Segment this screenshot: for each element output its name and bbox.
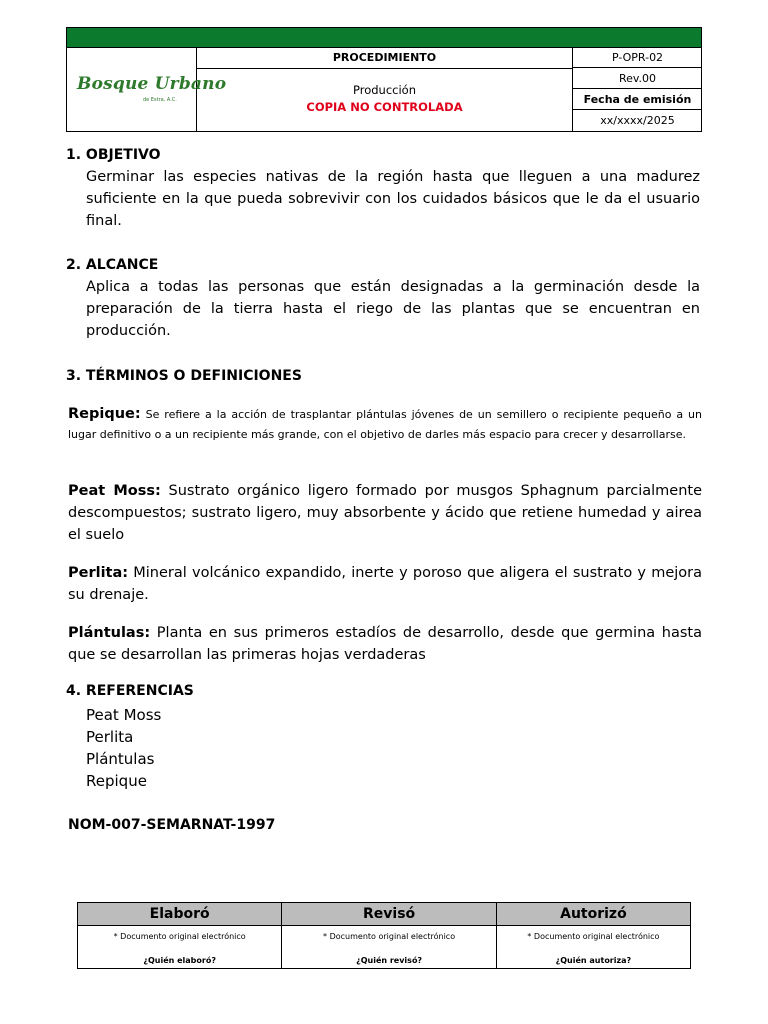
emission-date: xx/xxxx/2025 [600,114,675,127]
definition-text: Sustrato orgánico ligero formado por musgos Sphagnum parcialmente descompuestos; sustrato ligero, muy absorbente y ácido que retiene humedad y airea el suelo [68,483,702,543]
reference-list [86,704,161,792]
logo [67,47,227,132]
definition-text: Se refiere a la acción de trasplantar plántulas jóvenes de un semillero o recipiente pequeño a un lugar definitivo o a un recipiente más grande, con el objetivo de darles más espacio para crecer y desarrollarse. [68,408,702,441]
section-heading-terminos: 3. TÉRMINOS O DEFINICIONES [66,368,302,384]
signature-column-autorizo [497,903,690,968]
signature-note: * Documento original electrónico [527,932,660,941]
objetivo-text: Germinar las especies nativas de la región hasta que lleguen a una madurez suficiente en la que pueda sobrevivir con los cuidados básicos que le da el usuario final. [86,169,700,229]
signature-table [77,902,691,969]
signature-header: Revisó [282,903,496,926]
section-heading-referencias: 4. REFERENCIAS [66,683,194,699]
emission-label: Fecha de emisión [573,89,702,110]
definition-term: Plántulas: [68,625,151,641]
alcance-text: Aplica a todas las personas que están designadas a la germinación desde la preparación de la tierra hasta el riego de las plantas que se encuentran en producción. [86,279,700,339]
header-green-bar [67,28,701,48]
definition-text: Mineral volcánico expandido, inerte y poroso que aligera el sustrato y mejora su drenaje. [68,565,702,603]
header-center [197,47,573,132]
definition-perlita [68,562,702,606]
logo-name: Bosque Urbano [77,74,227,94]
doc-code: P-OPR-02 [573,47,702,68]
signature-note: * Documento original electrónico [113,932,246,941]
definition-repique [68,404,702,445]
definition-text: Planta en sus primeros estadíos de desarrollo, desde que germina hasta que se desarrollan las primeras hojas verdaderas [68,625,702,663]
norm-reference: NOM-007-SEMARNAT-1997 [68,817,276,833]
signature-header: Autorizó [497,903,690,926]
doc-area: Producción [353,83,416,97]
signature-who: ¿Quién elaboró? [143,956,216,965]
doc-revision: Rev.00 [573,68,702,89]
definition-peat-moss [68,480,702,546]
signature-who: ¿Quién autoriza? [555,956,632,965]
copy-notice: COPIA NO CONTROLADA [306,100,463,114]
reference-item: Repique [86,772,147,790]
signature-who: ¿Quién revisó? [356,956,423,965]
logo-subtitle: de Estra, A.C. [143,97,177,103]
definition-term: Perlita: [68,565,129,581]
signature-column-reviso [282,903,497,968]
header-right [573,47,702,132]
doc-type: PROCEDIMIENTO [197,47,572,69]
definition-term: Peat Moss: [68,483,161,499]
signature-note: * Documento original electrónico [323,932,456,941]
reference-item: Peat Moss [86,706,162,724]
reference-item: Plántulas [86,750,155,768]
definition-plantulas [68,622,702,666]
section-heading-alcance: 2. ALCANCE [66,257,159,273]
reference-item: Perlita [86,728,134,746]
signature-column-elaboro [78,903,282,968]
document-header [66,27,702,132]
signature-header: Elaboró [78,903,281,926]
definition-term: Repique: [68,406,141,422]
section-heading-objetivo: 1. OBJETIVO [66,147,161,163]
